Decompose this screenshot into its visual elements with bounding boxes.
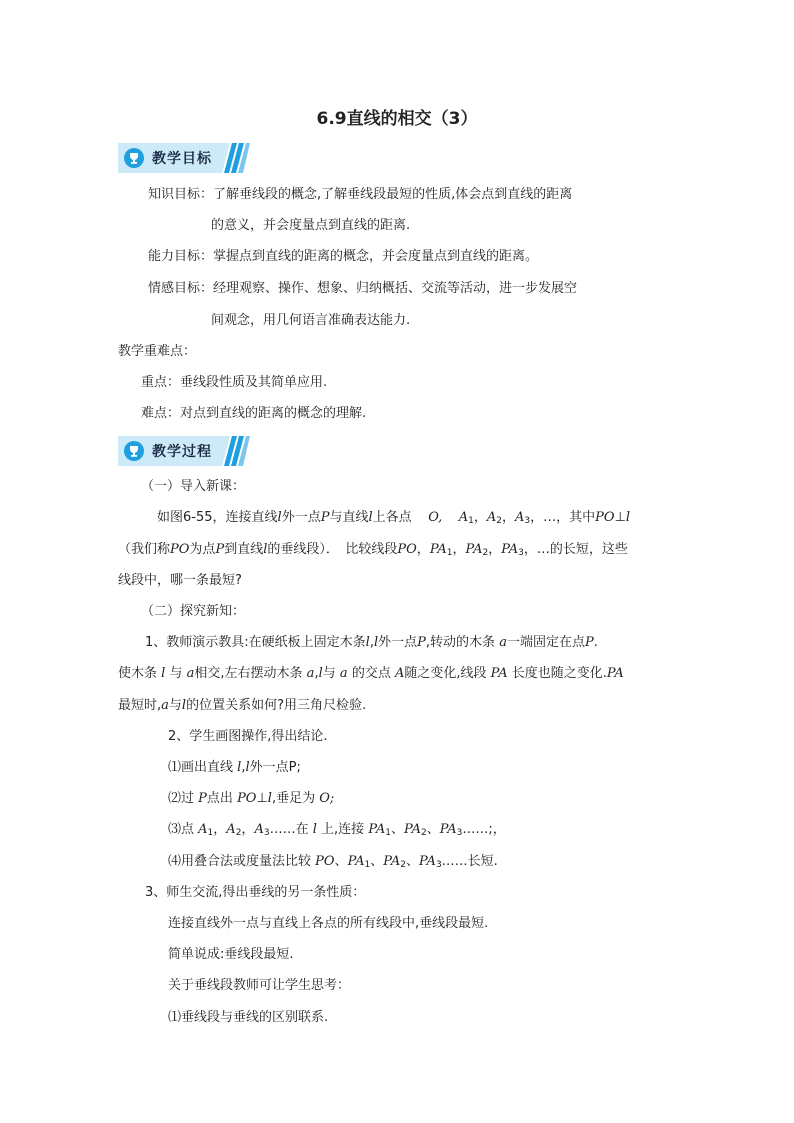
section-label: 教学过程 <box>152 444 212 460</box>
demo-line2: 使木条 l 与 a相交,左右摆动木条 a,l与 a 的交点 A随之变化,线段 PA 长度也随之变化.PA <box>118 666 624 681</box>
step2-item2: ⑵过 P点出 PO⊥l,垂足为 O; <box>168 791 335 806</box>
emotion-objective-line2: 间观念，用几何语言准确表达能力. <box>211 313 411 328</box>
key-point: 重点：垂线段性质及其简单应用. <box>141 375 328 390</box>
emotion-objective-line1: 情感目标：经理观察、操作、想象、归纳概括、交流等活动，进一步发展空 <box>148 281 578 296</box>
section-label: 教学目标 <box>152 151 212 167</box>
demo-line3: 最短时,a与l的位置关系如何?用三角尺检验. <box>118 698 367 713</box>
step2: 2、学生画图操作,得出结论. <box>168 729 328 744</box>
intro-line3: 线段中，哪一条最短? <box>118 573 242 588</box>
trophy-icon <box>124 441 144 461</box>
trophy-icon <box>124 148 144 168</box>
section-banner-process <box>118 436 250 466</box>
intro-line1: 如图6-55，连接直线l外一点P与直线l上各点 O, $A_1$，$A_2$，$A_3$，…，其中PO⊥l <box>157 510 631 526</box>
ability-objective: 能力目标：掌握点到直线的距离的概念，并会度量点到直线的距离。 <box>148 249 539 264</box>
step2-item1: ⑴画出直线 l,l外一点P; <box>168 760 301 775</box>
intro-line2: （我们称PO为点P到直线l的垂线段）． 比较线段PO，$PA_1$，$PA_2$，$PA_3$，…的长短，这些 <box>118 542 628 558</box>
difficult-point: 难点：对点到直线的距离的概念的理解. <box>141 406 367 421</box>
step2-item4: ⑷用叠合法或度量法比较 PO、$PA_1$、$PA_2$、$PA_3\dots\dots$长短. <box>168 854 498 870</box>
part2-heading: （二）探究新知： <box>141 604 246 619</box>
conclusion: 连接直线外一点与直线上各点的所有线段中,垂线段最短. <box>168 916 489 931</box>
step3: 3、师生交流,得出垂线的另一条性质： <box>145 885 366 900</box>
think-item1: ⑴垂线段与垂线的区别联系. <box>168 1010 329 1025</box>
demo-line1: 1、教师演示教具:在硬纸板上固定木条l,l外一点P,转动的木条 a一端固定在点P. <box>145 635 598 650</box>
knowledge-objective-line2: 的意义，并会度量点到直线的距离. <box>211 218 411 233</box>
step2-item3: ⑶点 $A_1$，$A_2$，$A_3\dots\dots$在 l 上,连接 $PA_1$、$PA_2$、$PA_3\dots\dots$;， <box>168 822 506 838</box>
knowledge-objective-line1: 知识目标：了解垂线段的概念,了解垂线段最短的性质,体会点到直线的距离 <box>148 187 573 202</box>
part1-heading: （一）导入新课： <box>141 479 246 494</box>
section-banner-objectives <box>118 143 250 173</box>
difficulty-heading: 教学重难点： <box>118 344 197 359</box>
simple-statement: 简单说成:垂线段最短. <box>168 947 294 962</box>
page-title: 6.9直线的相交（3） <box>316 109 478 129</box>
think-prompt: 关于垂线段教师可让学生思考： <box>168 978 351 993</box>
